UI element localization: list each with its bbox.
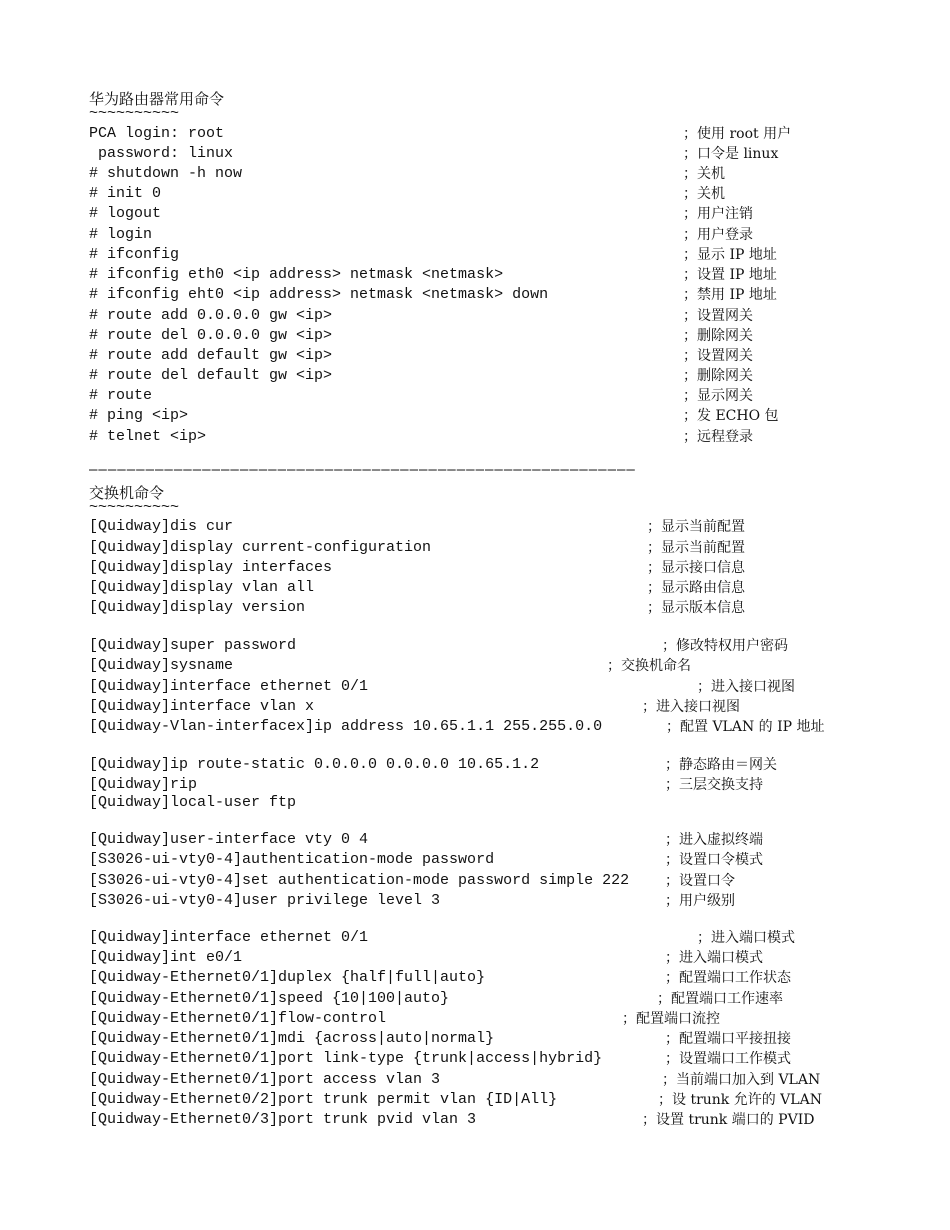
switch-comment-14: ；进入虚拟终端 bbox=[665, 832, 763, 848]
switch-cmd-25: [Quidway-Ethernet0/1]port access vlan 3 bbox=[89, 1071, 441, 1088]
switch-comment-18: ；进入端口模式 bbox=[697, 930, 795, 946]
router-cmd-6: # login bbox=[89, 226, 153, 243]
switch-cmd-3: [Quidway]display interfaces bbox=[89, 559, 333, 576]
switch-cmd-9: [Quidway]interface vlan x bbox=[89, 698, 315, 715]
router-comment-14: ；显示网关 bbox=[683, 388, 753, 404]
router-cmd-5: # logout bbox=[89, 205, 162, 222]
router-section-title: 华为路由器常用命令 bbox=[89, 90, 225, 108]
switch-comment-5: ；显示版本信息 bbox=[647, 600, 745, 616]
router-cmd-14: # route bbox=[89, 387, 153, 404]
switch-comment-6: ；修改特权用户密码 bbox=[662, 638, 788, 654]
router-cmd-7: # ifconfig bbox=[89, 246, 180, 263]
switch-comment-1: ；显示当前配置 bbox=[647, 519, 745, 535]
switch-comment-7: ；交换机命名 bbox=[607, 658, 691, 674]
router-comment-4: ；关机 bbox=[683, 186, 725, 202]
switch-comment-12: ；三层交换支持 bbox=[665, 777, 763, 793]
switch-comment-26: ；设 trunk 允许的 VLAN bbox=[658, 1092, 822, 1108]
router-comment-5: ；用户注销 bbox=[683, 206, 753, 222]
switch-comment-4: ；显示路由信息 bbox=[647, 580, 745, 596]
router-cmd-16: # telnet <ip> bbox=[89, 428, 207, 445]
router-comment-10: ；设置网关 bbox=[683, 308, 753, 324]
router-cmd-1: PCA login: root bbox=[89, 125, 225, 142]
switch-comment-2: ；显示当前配置 bbox=[647, 540, 745, 556]
router-cmd-15: # ping <ip> bbox=[89, 407, 189, 424]
router-comment-8: ；设置 IP 地址 bbox=[683, 267, 777, 283]
switch-cmd-2: [Quidway]display current-configuration bbox=[89, 539, 432, 556]
switch-comment-19: ；进入端口模式 bbox=[665, 950, 763, 966]
router-cmd-12: # route add default gw <ip> bbox=[89, 347, 333, 364]
router-comment-3: ；关机 bbox=[683, 166, 725, 182]
switch-title-underline: ~~~~~~~~~~ bbox=[89, 499, 180, 516]
switch-cmd-24: [Quidway-Ethernet0/1]port link-type {trunk|access|hybrid} bbox=[89, 1050, 603, 1067]
switch-cmd-4: [Quidway]display vlan all bbox=[89, 579, 315, 596]
switch-cmd-7: [Quidway]sysname bbox=[89, 657, 234, 674]
switch-cmd-21: [Quidway-Ethernet0/1]speed {10|100|auto} bbox=[89, 990, 450, 1007]
router-title-underline: ~~~~~~~~~~ bbox=[89, 105, 180, 122]
switch-cmd-10: [Quidway-Vlan-interfacex]ip address 10.65.1.1 255.255.0.0 bbox=[89, 718, 603, 735]
switch-comment-24: ；设置端口工作模式 bbox=[665, 1051, 791, 1067]
router-cmd-8: # ifconfig eth0 <ip address> netmask <netmask> bbox=[89, 266, 504, 283]
switch-comment-21: ；配置端口工作速率 bbox=[657, 991, 783, 1007]
switch-cmd-12: [Quidway]rip bbox=[89, 776, 198, 793]
router-comment-16: ；远程登录 bbox=[683, 429, 753, 445]
router-comment-15: ；发 ECHO 包 bbox=[683, 408, 779, 424]
switch-cmd-5: [Quidway]display version bbox=[89, 599, 306, 616]
router-comment-7: ；显示 IP 地址 bbox=[683, 247, 777, 263]
switch-comment-3: ；显示接口信息 bbox=[647, 560, 745, 576]
router-cmd-9: # ifconfig eht0 <ip address> netmask <netmask> down bbox=[89, 286, 549, 303]
switch-cmd-11: [Quidway]ip route-static 0.0.0.0 0.0.0.0 10.65.1.2 bbox=[89, 756, 540, 773]
switch-cmd-26: [Quidway-Ethernet0/2]port trunk permit vlan {ID|All} bbox=[89, 1091, 558, 1108]
switch-cmd-6: [Quidway]super password bbox=[89, 637, 297, 654]
switch-cmd-20: [Quidway-Ethernet0/1]duplex {half|full|auto} bbox=[89, 969, 486, 986]
switch-cmd-14: [Quidway]user-interface vty 0 4 bbox=[89, 831, 369, 848]
router-comment-2: ；口令是 linux bbox=[683, 146, 779, 162]
switch-comment-20: ；配置端口工作状态 bbox=[665, 970, 791, 986]
switch-comment-25: ；当前端口加入到 VLAN bbox=[662, 1072, 821, 1088]
router-comment-1: ；使用 root 用户 bbox=[683, 126, 792, 142]
switch-cmd-27: [Quidway-Ethernet0/3]port trunk pvid vlan 3 bbox=[89, 1111, 477, 1128]
switch-cmd-16: [S3026-ui-vty0-4]set authentication-mode password simple 222 bbox=[89, 872, 630, 889]
switch-comment-11: ；静态路由＝网关 bbox=[665, 757, 777, 773]
switch-comment-22: ；配置端口流控 bbox=[622, 1011, 720, 1027]
switch-cmd-1: [Quidway]dis cur bbox=[89, 518, 234, 535]
router-comment-6: ；用户登录 bbox=[683, 227, 753, 243]
switch-cmd-15: [S3026-ui-vty0-4]authentication-mode password bbox=[89, 851, 495, 868]
router-cmd-3: # shutdown -h now bbox=[89, 165, 243, 182]
router-cmd-10: # route add 0.0.0.0 gw <ip> bbox=[89, 307, 333, 324]
router-cmd-11: # route del 0.0.0.0 gw <ip> bbox=[89, 327, 333, 344]
router-cmd-13: # route del default gw <ip> bbox=[89, 367, 333, 384]
switch-comment-9: ；进入接口视图 bbox=[642, 699, 740, 715]
router-comment-11: ；删除网关 bbox=[683, 328, 753, 344]
switch-cmd-18: [Quidway]interface ethernet 0/1 bbox=[89, 929, 369, 946]
switch-cmd-8: [Quidway]interface ethernet 0/1 bbox=[89, 678, 369, 695]
switch-comment-27: ；设置 trunk 端口的 PVID bbox=[642, 1112, 815, 1128]
switch-cmd-19: [Quidway]int e0/1 bbox=[89, 949, 243, 966]
switch-cmd-22: [Quidway-Ethernet0/1]flow-control bbox=[89, 1010, 387, 1027]
switch-cmd-13: [Quidway]local-user ftp bbox=[89, 794, 297, 811]
router-cmd-2: password: linux bbox=[89, 145, 234, 162]
switch-cmd-17: [S3026-ui-vty0-4]user privilege level 3 bbox=[89, 892, 441, 909]
switch-comment-15: ；设置口令模式 bbox=[665, 852, 763, 868]
router-comment-12: ；设置网关 bbox=[683, 348, 753, 364]
switch-cmd-23: [Quidway-Ethernet0/1]mdi {across|auto|normal} bbox=[89, 1030, 495, 1047]
switch-comment-10: ；配置 VLAN 的 IP 地址 bbox=[666, 719, 825, 735]
switch-comment-16: ；设置口令 bbox=[665, 873, 735, 889]
switch-comment-17: ；用户级别 bbox=[665, 893, 735, 909]
switch-comment-23: ；配置端口平接扭接 bbox=[665, 1031, 791, 1047]
section-separator: —————————————————————————————————————————————————————————— bbox=[89, 462, 636, 478]
switch-section-title: 交换机命令 bbox=[89, 484, 165, 502]
router-comment-9: ；禁用 IP 地址 bbox=[683, 287, 777, 303]
router-cmd-4: # init 0 bbox=[89, 185, 162, 202]
router-comment-13: ；删除网关 bbox=[683, 368, 753, 384]
switch-comment-8: ；进入接口视图 bbox=[697, 679, 795, 695]
